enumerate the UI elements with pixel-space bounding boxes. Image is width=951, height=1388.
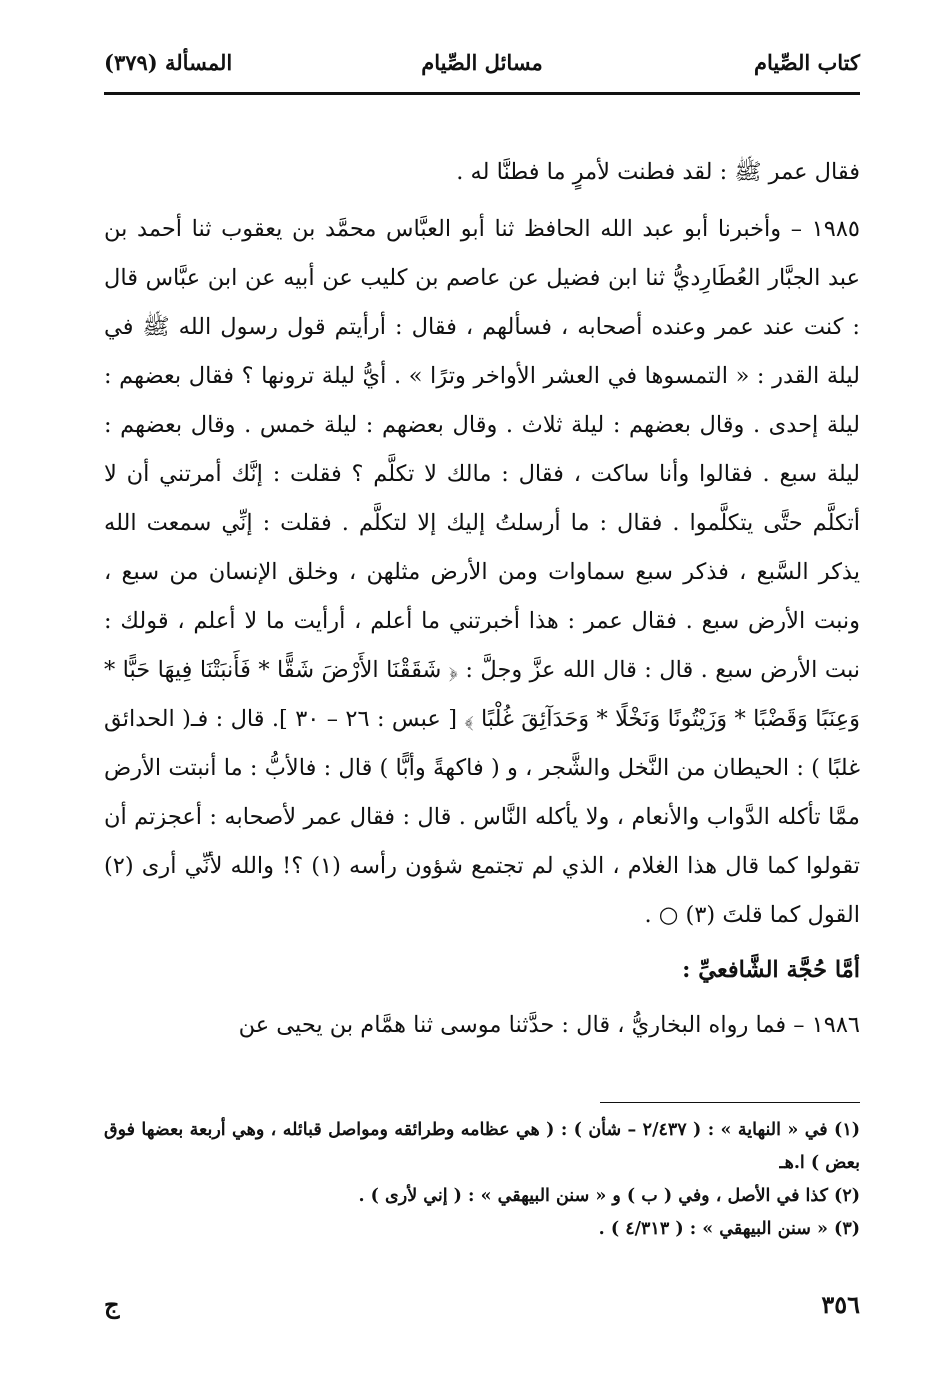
header-chapter-title: مسائل الصِّيام bbox=[421, 50, 543, 75]
header-book-title: كتاب الصِّيام bbox=[754, 50, 860, 75]
header-divider bbox=[104, 92, 860, 95]
footnote-divider bbox=[600, 1102, 860, 1103]
main-text bbox=[104, 148, 860, 1050]
section-heading: أمَّا حُجَّة الشَّافعيِّ : bbox=[682, 957, 860, 983]
paragraph-1985: ١٩٨٥ – وأخبرنا أبو عبد الله الحافظ ثنا أبو العبَّاس محمَّد بن يعقوب ثنا أحمد بن عبد الجبَّار العُطَارِديُّ ثنا ابن فضيل عن عاصم بن كليب عن أبيه عن ابن عبَّاس قال : كنت عند عمر وعنده أصحابه ، فسألهم ، فقال : أرأيتم قول رسول الله ﷺ في ليلة القدر : « التمسوها في العشر الأواخر وترًا » . أيُّ ليلة ترونها ؟ فقال بعضهم : ليلة إحدى . وقال بعضهم : ليلة ثلاث . وقال بعضهم : ليلة خمس . وقال بعضهم : ليلة سبع . فقالوا وأنا ساكت ، فقال : مالك لا تكلَّم ؟ فقلت : إنَّك أمرتني أن لا أتكلَّم حتَّى يتكلَّموا . فقال : ما أرسلتُ إليك إلا لتكلَّم . فقلت : إنِّي سمعت الله يذكر السَّبع ، فذكر سبع سماوات ومن الأرض مثلهن ، وخلق الإنسان من سبع ، ونبت الأرض سبع . فقال عمر : هذا أخبرتني ما أعلم ، أرأيت ما لا أعلم ، قولك : نبت الأرض سبع . قال : قال الله عزَّ وجلَّ : ﴿ شَقَقْنَا الأَرْضَ شَقًّا * فَأَنبَتْنَا فِيهَا حَبًّا * وَعِنَبًا وَقَضْبًا * وَزَيْتُونًا وَنَخْلًا * وَحَدَآئِقَ غُلْبًا ﴾ [ عبس : ٢٦ – ٣٠ ]. قال : فـ( الحدائق غلبًا ) : الحيطان من النَّخل والشَّجر ، و ( فاكهةً وأبًّا ) قال : فالأبُّ : ما أنبتت الأرض ممَّا تأكله الدَّواب والأنعام ، ولا يأكله النَّاس . قال : فقال عمر لأصحابه : أعجزتم أن تقولوا كما قال هذا الغلام ، الذي لم تجتمع شؤون رأسه (١) ؟! والله لأنِّي أرى (٢) القول كما قلتَ (٣) ○ . bbox=[104, 216, 860, 928]
footnote-1: (١) في « النهاية » : ( ٢/٤٣٧ – شأن ) : ( هي عظامه وطرائقه ومواصل قبائله ، وهي أربعة بعضها فوق بعض ) ا.هـ bbox=[104, 1120, 860, 1173]
paragraph-1: فقال عمر ﷺ : لقد فطنت لأمرٍ ما فطنَّا له . bbox=[456, 159, 860, 185]
running-header bbox=[104, 44, 860, 90]
footnote-3: (٣) « سنن البيهقي » : ( ٤/٣١٣ ) . bbox=[598, 1219, 860, 1239]
footnote-2: (٢) كذا في الأصل ، وفي ( ب ) و « سنن البيهقي » : ( إني لأرى ) . bbox=[358, 1186, 860, 1206]
footnotes bbox=[104, 1114, 860, 1246]
signature-mark: ج bbox=[104, 1290, 120, 1319]
header-issue-number: المسألة (٣٧٩) bbox=[104, 50, 233, 75]
page-number: ٣٥٦ bbox=[821, 1290, 860, 1319]
paragraph-1986: ١٩٨٦ – فما رواه البخاريُّ ، قال : حدَّثنا موسى ثنا همَّام بن يحيى عن bbox=[238, 1012, 860, 1038]
page-footer bbox=[104, 1290, 860, 1330]
